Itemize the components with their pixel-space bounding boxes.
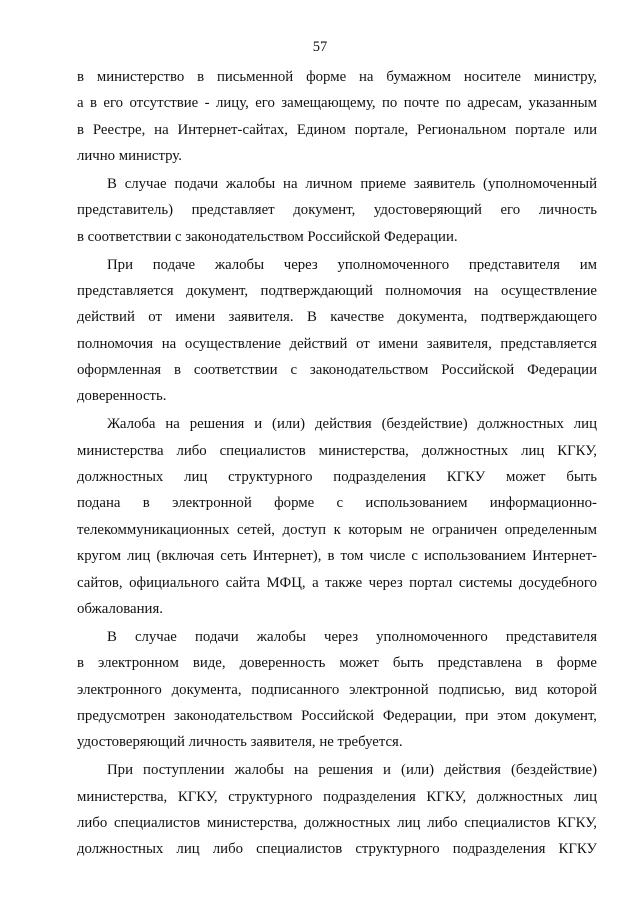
text-line: в соответствии с законодательством Российской Федерации. <box>77 228 458 245</box>
text-line: представитель) представляет документ, удостоверяющий его личность <box>77 202 597 219</box>
text-line: удостоверяющий личность заявителя, не требуется. <box>77 734 403 751</box>
text-line: министерства либо специалистов министерства, должностных лиц КГКУ, <box>77 442 597 459</box>
text-line: оформленная в соответствии с законодательством Российской Федерации <box>77 362 597 379</box>
text-line: сайтов, официального сайта МФЦ, а также через портал системы досудебного <box>77 574 597 591</box>
text-line: Жалоба на решения и (или) действия (бездействие) должностных лиц <box>107 416 597 433</box>
text-line: При подаче жалобы через уполномоченного представителя им <box>107 256 597 273</box>
text-line: полномочия на осуществление действий от имени заявителя, представляется <box>77 335 597 352</box>
text-line: В случае подачи жалобы через уполномоченного представителя <box>107 628 597 645</box>
text-line: в министерство в письменной форме на бумажном носителе министру, <box>77 69 597 85</box>
text-line: действий от имени заявителя. В качестве документа, подтверждающего <box>77 309 597 326</box>
text-line: телекоммуникационных сетей, доступ к которым не ограничен определенным <box>77 521 597 538</box>
text-line: лично министру. <box>77 148 182 165</box>
text-line: должностных лиц либо специалистов структурного подразделения КГКУ <box>77 841 597 858</box>
page-number: 57 <box>312 39 328 55</box>
text-line: подана в электронной форме с использованием информационно- <box>77 495 597 512</box>
text-line: В случае подачи жалобы на личном приеме заявитель (уполномоченный <box>107 175 597 192</box>
text-line: в электронном виде, доверенность может быть представлена в форме <box>77 655 597 672</box>
text-line: представляется документ, подтверждающий полномочия на осуществление <box>77 282 597 299</box>
text-line: кругом лиц (включая сеть Интернет), в том числе с использованием Интернет- <box>77 548 597 565</box>
text-line: электронного документа, подписанного электронной подписью, вид которой <box>77 681 597 698</box>
text-line: должностных лиц структурного подразделения КГКУ может быть <box>77 469 597 486</box>
text-line: доверенность. <box>77 388 167 405</box>
text-line: предусмотрен законодательством Российской Федерации, при этом документ, <box>77 707 597 724</box>
text-line: либо специалистов министерства, должностных лиц либо специалистов КГКУ, <box>77 814 597 831</box>
document-body <box>77 64 597 863</box>
text-line: обжалования. <box>77 600 163 617</box>
text-line: При поступлении жалобы на решения и (или) действия (бездействие) <box>107 762 597 779</box>
text-line: в Реестре, на Интернет-сайтах, Едином портале, Региональном портале или <box>77 121 597 138</box>
text-line: министерства, КГКУ, структурного подразделения КГКУ, должностных лиц <box>77 788 597 805</box>
text-line: а в его отсутствие - лицу, его замещающему, по почте по адресам, указанным <box>77 95 597 112</box>
